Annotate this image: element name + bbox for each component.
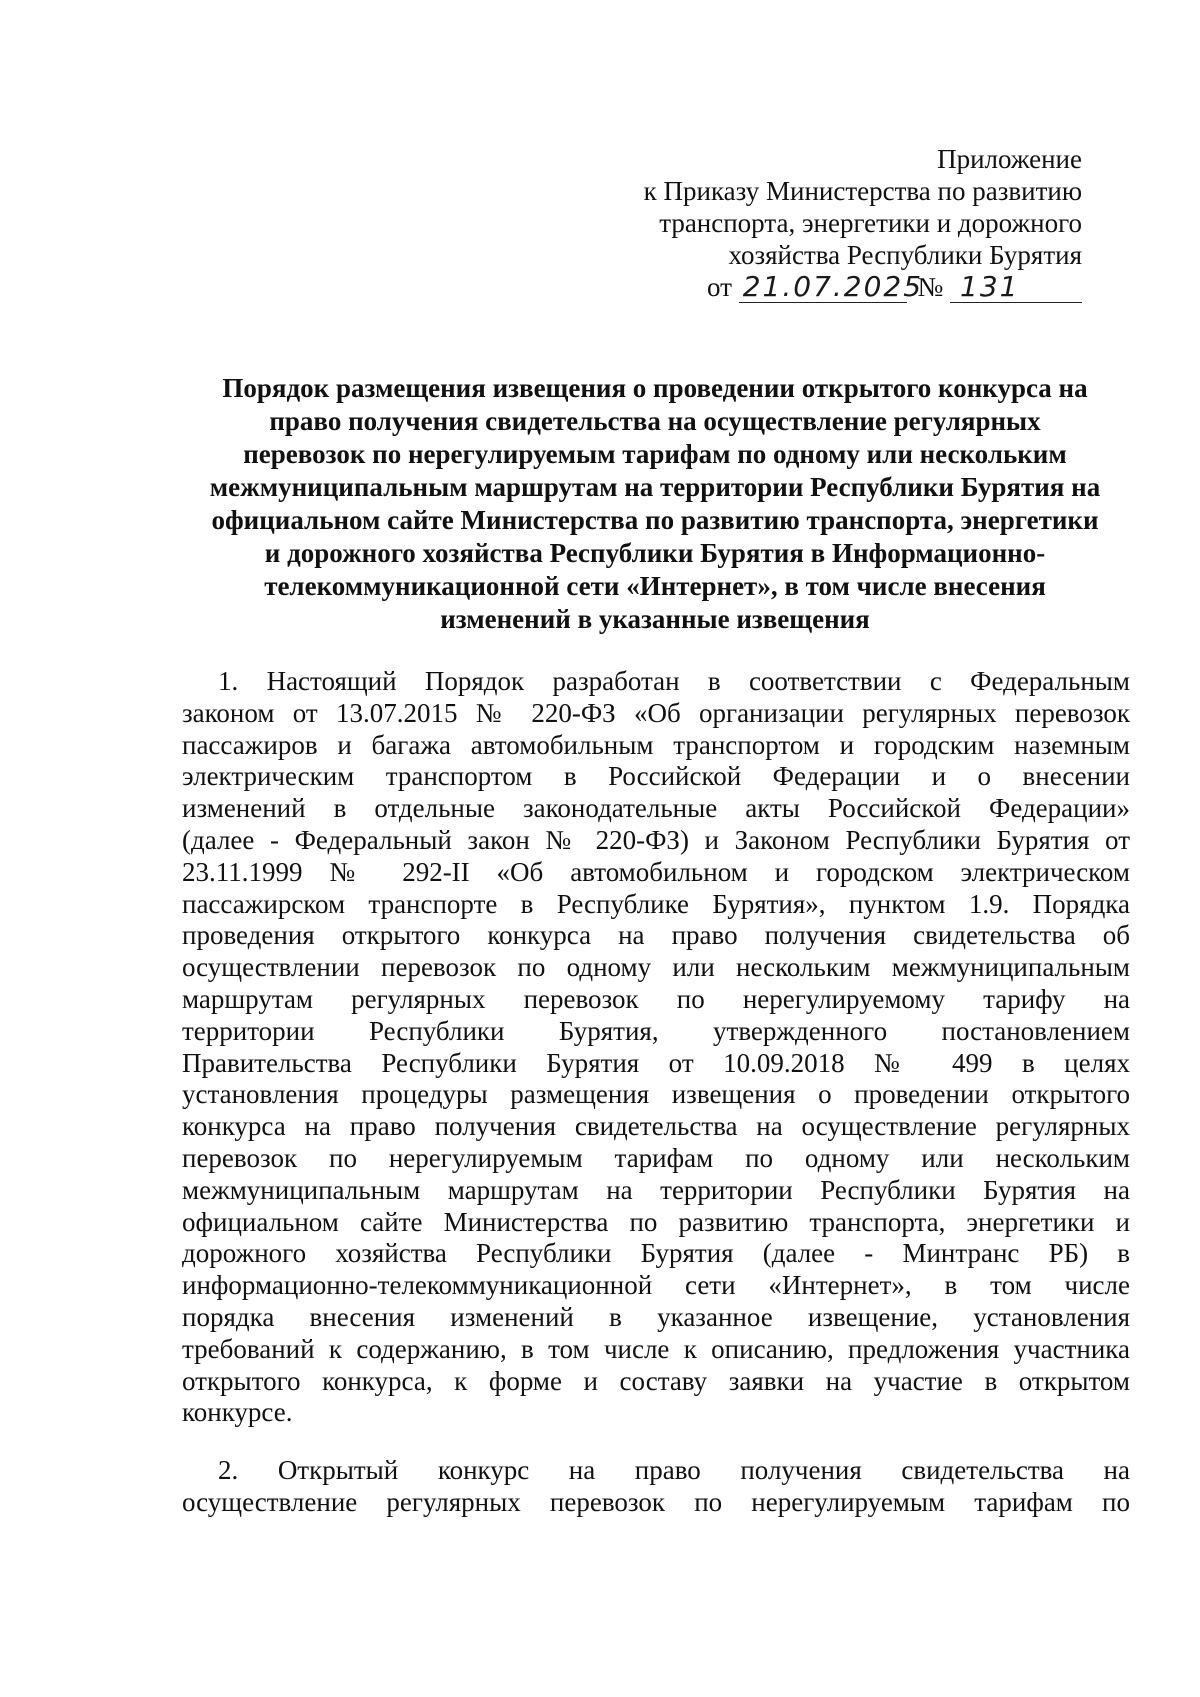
title-line: официальном сайте Министерства по развитию транспорта, энергетики — [211, 505, 1099, 535]
paragraph-line: 1. Настоящий Порядок разработан в соответствии с Федеральным — [218, 666, 1130, 696]
paragraph-line: осуществление регулярных перевозок по нерегулируемым тарифам по — [182, 1486, 1130, 1517]
paragraph-line: порядка внесения изменений в указанное извещение, установления — [182, 1301, 1130, 1332]
paragraph-line: законом от 13.07.2015 № 220-ФЗ «Об организации регулярных перевозок — [182, 697, 1130, 728]
paragraph-line: конкурса на право получения свидетельства на осуществление регулярных — [182, 1111, 1130, 1142]
title-line: Порядок размещения извещения о проведении открытого конкурса на — [222, 373, 1088, 403]
paragraph-line: пассажирском транспорте в Республике Бурятия», пунктом 1.9. Порядка — [182, 888, 1130, 919]
title-line: перевозок по нерегулируемым тарифам по одному или нескольким — [243, 439, 1067, 469]
paragraph-line: дорожного хозяйства Республики Бурятия (далее - Минтранс РБ) в — [182, 1238, 1130, 1269]
document-title — [180, 372, 1130, 636]
paragraph-line: требований к содержанию, в том числе к описанию, предложения участника — [182, 1333, 1130, 1364]
title-line: телекоммуникационной сети «Интернет», в том числе внесения — [264, 571, 1046, 601]
paragraph-line: информационно-телекоммуникационной сети «Интернет», в том числе — [182, 1270, 1130, 1301]
title-line: межмуниципальным маршрутам на территории Республики Бурятия на — [209, 472, 1101, 502]
handwritten-number: 131 — [950, 272, 1082, 303]
appendix-ministry-line: транспорта, энергетики и дорожного — [659, 208, 1082, 238]
paragraph-line: официальном сайте Министерства по развитию транспорта, энергетики и — [182, 1206, 1130, 1237]
paragraph-line: перевозок по нерегулируемым тарифам по одному или нескольким — [182, 1142, 1130, 1173]
paragraph-line: 23.11.1999 № 292-II «Об автомобильном и городском электрическом — [182, 856, 1130, 887]
title-line: изменений в указанные извещения — [440, 604, 870, 634]
appendix-header — [562, 143, 1082, 303]
paragraph-line: конкурсе. — [182, 1397, 293, 1428]
paragraph-line: открытого конкурса, к форме и составу заявки на участие в открытом — [182, 1365, 1130, 1396]
paragraph-2 — [182, 1455, 1130, 1519]
date-prefix: от — [707, 272, 732, 302]
title-line: право получения свидетельства на осуществление регулярных — [269, 406, 1041, 436]
paragraph-line: (далее - Федеральный закон № 220-ФЗ) и Законом Республики Бурятия от — [182, 824, 1130, 855]
paragraph-1 — [182, 666, 1130, 1429]
paragraph-line: проведения открытого конкурса на право получения свидетельства об — [182, 920, 1130, 951]
paragraph-line: Правительства Республики Бурятия от 10.09.2018 № 499 в целях — [182, 1047, 1130, 1078]
document-body — [182, 666, 1130, 1519]
paragraph-line: маршрутам регулярных перевозок по нерегулируемому тарифу на — [182, 983, 1130, 1014]
paragraph-line: 2. Открытый конкурс на право получения свидетельства на — [218, 1455, 1130, 1486]
appendix-order-line: к Приказу Министерства по развитию — [643, 176, 1082, 206]
appendix-label: Приложение — [937, 144, 1082, 174]
paragraph-line: изменений в отдельные законодательные акты Российской Федерации» — [182, 793, 1130, 824]
paragraph-line: осуществлении перевозок по одному или нескольким межмуниципальным — [182, 952, 1130, 983]
paragraph-line: электрическим транспортом в Российской Федерации и о внесении — [182, 761, 1130, 792]
handwritten-date: 21.07.2025 — [739, 272, 907, 303]
number-prefix: № — [917, 272, 944, 302]
paragraph-line: межмуниципальным маршрутам на территории Республики Бурятия на — [182, 1174, 1130, 1205]
appendix-date-number-line — [562, 271, 1082, 303]
paragraph-line: пассажиров и багажа автомобильным транспортом и городским наземным — [182, 729, 1130, 760]
title-line: и дорожного хозяйства Республики Бурятия в Информационно- — [264, 538, 1046, 568]
paragraph-line: установления процедуры размещения извещения о проведении открытого — [182, 1079, 1130, 1110]
paragraph-line: территории Республики Бурятия, утвержденного постановлением — [182, 1015, 1130, 1046]
appendix-republic-line: хозяйства Республики Бурятия — [728, 240, 1082, 270]
